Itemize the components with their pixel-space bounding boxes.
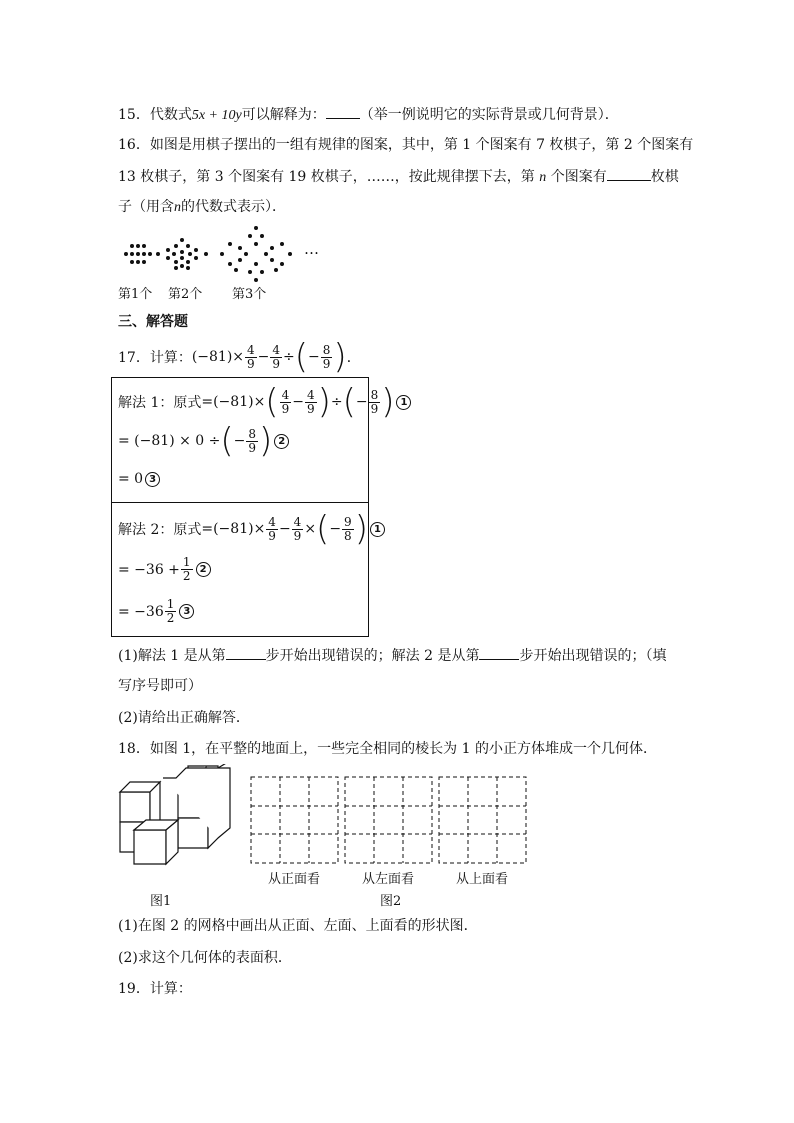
q17-sub1-cont: 写序号即可） (118, 678, 202, 694)
frac-4-9: $\frac{4}{9}$ (247, 342, 255, 371)
question-15 (118, 104, 619, 126)
sol1-step3 (118, 471, 160, 487)
q15-expression: 5x + 10y (191, 108, 242, 123)
label-left-view: 从左面看 (362, 872, 415, 887)
figure-2-caption: 图2 (380, 894, 402, 909)
step-mark-2b: 2 (196, 562, 211, 577)
pattern-2 (156, 238, 208, 270)
q16-line1: 16．如图是用棋子摆出的一组有规律的图案，其中，第 1 个图案有 7 枚棋子，第 2 个图案有 (118, 137, 694, 153)
frac-8-9: $\frac{8}{9}$ (322, 342, 331, 371)
q15-text: 15．代数式 (118, 107, 192, 123)
sol1-label: 解法 1：原式 (118, 395, 202, 411)
caption-pattern-2: 第2个 (168, 287, 203, 302)
sol2-step2-text: = −36 + (118, 561, 180, 578)
step-mark-3b: 3 (179, 604, 194, 619)
q17-statement: 17．计算： (−81) × $\frac{4}{9}$ − $\frac{4}{9}$ ÷ ( − $\frac{8}{9}$ ) ． (118, 337, 361, 377)
caption-pattern-3: 第3个 (232, 287, 267, 302)
sol2-label: 解法 2：原式 (118, 522, 202, 538)
sol2-step3: = −36 $\frac{1}{2}$ 3 (118, 598, 194, 625)
pattern-1 (124, 244, 152, 264)
solution-divider (111, 502, 369, 503)
q16-line2-text-b: 个图案有 (550, 169, 607, 185)
label-top-view: 从上面看 (456, 872, 509, 887)
sol2-step1: 解法 2：原式 = (−81) × $\frac{4}{9}$ − $\frac{4}{9}$ × ( − $\frac{9}{8}$ ) 1 (118, 512, 385, 546)
figure-2-grids (250, 776, 530, 868)
step-mark-2: 2 (274, 434, 289, 449)
q18-sub1: (1)在图 2 的网格中画出从正面、左面、上面看的形状图． (118, 918, 478, 934)
q16-variable-n: n (539, 170, 547, 185)
sol1-step1: 解法 1：原式 = (−81) × ( $\frac{4}{9}$ − $\frac{4}{9}$ ) ÷ ( − $\frac{8}{9}$ ) 1 (118, 385, 411, 419)
sol2-step2: = −36 + $\frac{1}{2}$ 2 (118, 556, 211, 583)
q16-line3-text-b: 的代数式表示）． (181, 199, 286, 215)
q17-sub1: (1)解法 1 是从第 步开始出现错误的；解法 2 是从第 步开始出现错误的；（填 (118, 645, 666, 666)
grid-front-view[interactable] (251, 777, 338, 863)
q16-ellipsis: … (304, 240, 319, 258)
caption-pattern-1: 第1个 (118, 287, 153, 302)
figure-1-cubes (118, 764, 240, 868)
sol2-step3-text: = −36 (118, 603, 164, 620)
q16-line2-text-c: 枚棋 (650, 169, 679, 185)
sol1-step2: = (−81) × 0 ÷ ( − $\frac{8}{9}$ ) 2 (118, 424, 289, 458)
q16-line3 (118, 197, 286, 218)
step-mark-3: 3 (145, 472, 160, 487)
q16-line2 (118, 166, 679, 188)
figure-1-caption: 图1 (150, 894, 172, 909)
grid-left-view[interactable] (345, 777, 432, 863)
step-mark-1: 1 (396, 395, 411, 410)
q18-statement: 18．如图 1，在平整的地面上，一些完全相同的棱长为 1 的小正方体堆成一个几何体． (118, 741, 657, 757)
sol2-error-step-blank[interactable] (479, 645, 519, 660)
step-mark-1b: 1 (370, 522, 385, 537)
pattern-3 (220, 226, 292, 282)
q15-answer-blank[interactable] (326, 104, 360, 119)
q16-line3-text: 子（用含 (118, 199, 174, 215)
q16-line2-text: 13 枚棋子，第 3 个图案有 19 枚棋子，……，按此规律摆下去，第 (118, 169, 535, 185)
q15-text-b: 可以解释为： (241, 107, 326, 123)
q19-statement: 19．计算： (118, 981, 192, 997)
q17-neg81: (−81) (191, 349, 233, 365)
label-front-view: 从正面看 (268, 872, 321, 887)
q18-sub2: (2)求这个几何体的表面积． (118, 950, 292, 966)
q17-sub2: (2)请给出正确解答． (118, 710, 250, 726)
sol1-step3-text: = 0 (118, 471, 144, 487)
grid-top-view[interactable] (439, 777, 526, 863)
sol1-step2-text: = (−81) × 0 ÷ (118, 433, 221, 449)
q15-text-c: （举一例说明它的实际背景或几何背景）． (359, 107, 619, 123)
q17-prefix: 17．计算： (118, 350, 192, 366)
q16-answer-blank[interactable] (607, 166, 651, 181)
section-title: 三、解答题 (118, 314, 188, 330)
sol1-error-step-blank[interactable] (226, 645, 266, 660)
q16-variable-n-2: n (174, 200, 181, 215)
frac-4-9-b: $\frac{4}{9}$ (272, 342, 281, 371)
